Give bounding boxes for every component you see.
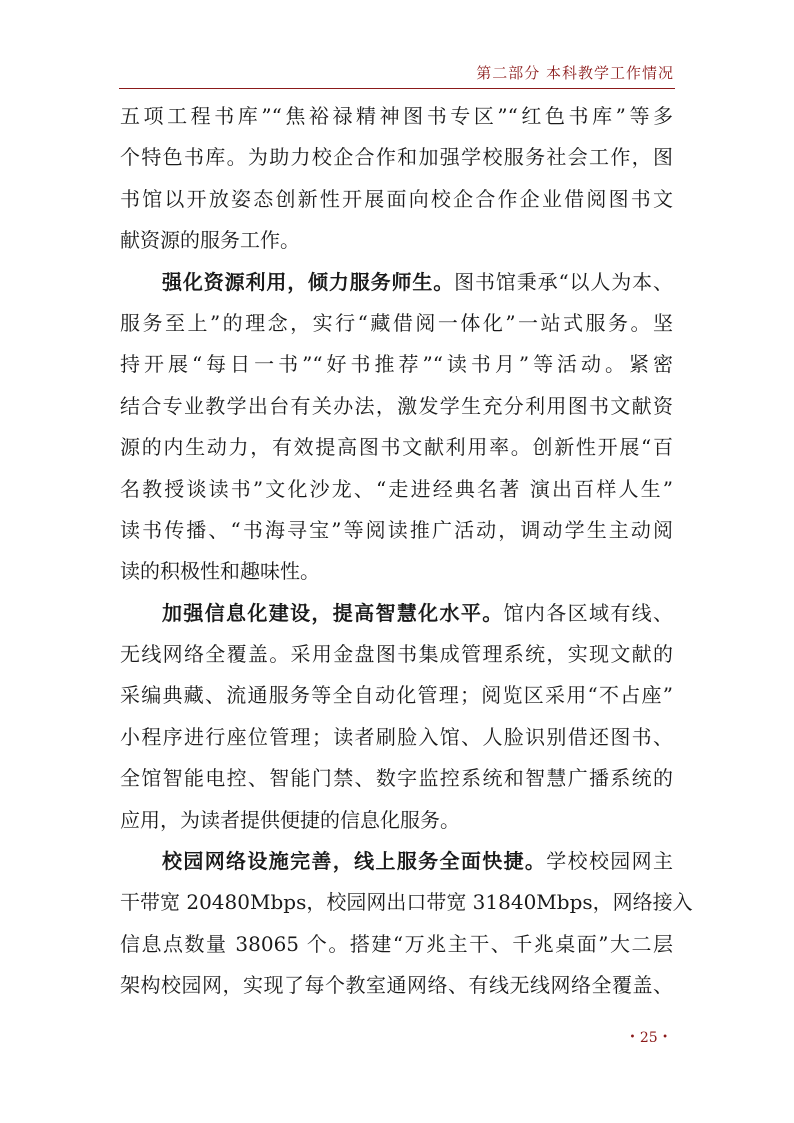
text-line: 源的内生动力，有效提高图书文献利用率。创新性开展“百 [120, 435, 673, 460]
text-line [120, 593, 673, 634]
document-body [120, 96, 693, 1007]
text-line [120, 841, 673, 882]
page-number-value: 25 [639, 1030, 658, 1046]
page-number [629, 1030, 668, 1046]
paragraph-informatization [120, 593, 673, 841]
text-line: 无线网络全覆盖。采用金盘图书集成管理系统，实现文献的 [120, 642, 673, 667]
text-line: 架构校园网，实现了每个教室通网络、有线无线网络全覆盖、 [120, 973, 673, 998]
text-line: 五项工程书库”“焦裕禄精神图书专区”“红色书库”等多 [120, 104, 673, 128]
text-line: 全馆智能电控、智能门禁、数字监控系统和智慧广播系统的 [120, 766, 673, 791]
text-line: 献资源的服务工作。 [120, 228, 300, 253]
text-run: 图书馆秉承“以人为本、 [454, 269, 674, 294]
header-divider [119, 88, 675, 89]
paragraph-lead-heading: 加强信息化建设，提高智慧化水平。 [162, 600, 504, 625]
paragraph-special-collections [120, 96, 673, 262]
text-line: 应用，为读者提供便捷的信息化服务。 [120, 807, 460, 832]
paragraph-campus-network [120, 841, 693, 1007]
paragraph-resource-utilization [120, 262, 673, 593]
page-number-dot-left: • [629, 1032, 636, 1043]
paragraph-lead-heading: 强化资源利用，倾力服务师生。 [162, 269, 455, 294]
text-line: 持开展“每日一书”“好书推荐”“读书月”等活动。紧密 [120, 352, 673, 377]
page-number-dot-right: • [662, 1032, 668, 1043]
text-line: 服务至上”的理念，实行“藏借阅一体化”一站式服务。坚 [120, 310, 673, 335]
text-line: 结合专业教学出台有关办法，激发学生充分利用图书文献资 [120, 393, 673, 418]
text-line: 采编典藏、流通服务等全自动化管理；阅览区采用“不占座” [120, 683, 673, 708]
text-line: 读的积极性和趣味性。 [120, 559, 320, 584]
text-line: 干带宽 20480Mbps，校园网出口带宽 31840Mbps，网络接入 [120, 890, 693, 915]
text-line: 小程序进行座位管理；读者刷脸入馆、人脸识别借还图书、 [120, 724, 673, 749]
text-line [120, 262, 673, 303]
text-line: 书馆以开放姿态创新性开展面向校企合作企业借阅图书文 [120, 186, 673, 211]
paragraph-lead-heading: 校园网络设施完善，线上服务全面快捷。 [162, 849, 547, 874]
text-run: 学校校园网主 [546, 849, 674, 874]
text-line: 名教授谈读书”文化沙龙、“走进经典名著 演出百样人生” [120, 476, 673, 501]
page-header-title: 第二部分 本科教学工作情况 [476, 64, 674, 82]
text-line: 读书传播、“书海寻宝”等阅读推广活动，调动学生主动阅 [120, 517, 673, 542]
text-line: 信息点数量 38065 个。搭建“万兆主干、千兆桌面”大二层 [120, 931, 673, 956]
text-line: 个特色书库。为助力校企合作和加强学校服务社会工作，图 [120, 145, 673, 170]
text-run: 馆内各区域有线、 [503, 600, 674, 625]
